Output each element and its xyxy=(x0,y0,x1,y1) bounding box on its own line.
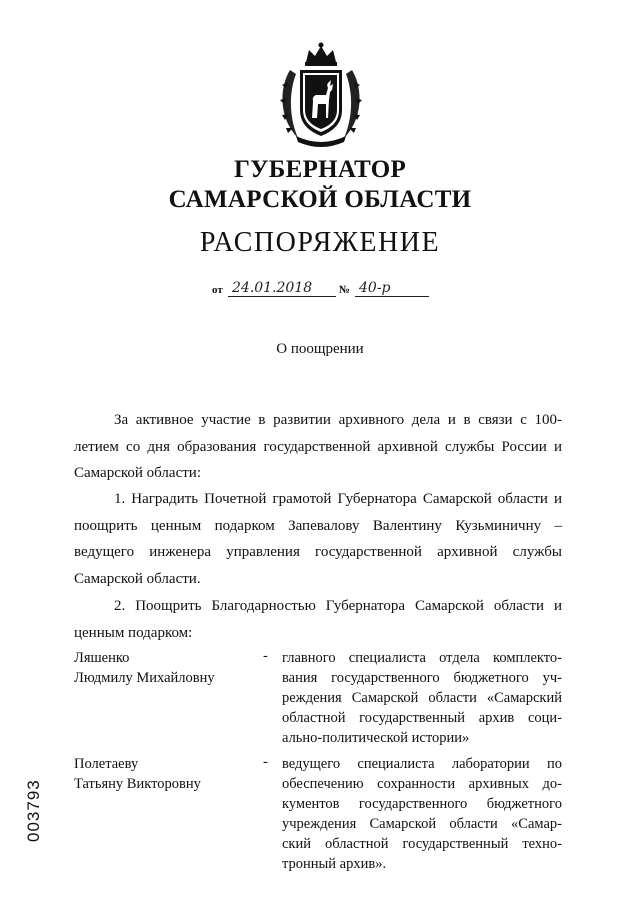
number-label: № xyxy=(339,284,351,296)
issuer-title-line1: ГУБЕРНАТОР xyxy=(233,156,407,183)
number-value: 40-р xyxy=(355,280,429,297)
person-2-surname: Полетаеву xyxy=(74,756,139,772)
person-2-name xyxy=(74,754,254,794)
date-value: 24.01.2018 xyxy=(228,280,336,297)
intro-paragraph: За активное участие в развитии архивного дела и в связи с 100-летием со дня образования государственной архивной службы России и Самарской области: xyxy=(74,412,562,481)
issuer-title-line2: САМАРСКОЙ ОБЛАСТИ xyxy=(168,186,472,213)
person-1-name xyxy=(74,648,254,688)
date-number-row xyxy=(212,276,432,300)
person-1-surname: Ляшенко xyxy=(74,650,130,666)
item-2-paragraph: 2. Поощрить Благодарностью Губернатора Самарской области и ценным подарком: xyxy=(74,598,562,641)
person-2-dash: - xyxy=(263,754,268,770)
person-1-dash: - xyxy=(263,648,268,664)
person-2-position: ведущего специалиста лаборатории по обеспечению сохранности архивных до-кументов государственного бюджетного учреждения Самарской области «Самар-ский областной государственный техно-тронный архив». xyxy=(282,756,562,872)
date-label: от xyxy=(212,284,223,296)
document-type-title: РАСПОРЯЖЕНИЕ xyxy=(199,227,441,258)
person-1-given-names: Людмилу Михайловну xyxy=(74,670,215,686)
person-2-given-names: Татьяну Викторовну xyxy=(74,776,201,792)
document-subject: О поощрении xyxy=(276,341,364,357)
item-1-paragraph: 1. Наградить Почетной грамотой Губернатора Самарской области и поощрить ценным подарком Запевалову Валентину Кузьминичну – ведущего инженера управления государственной архивной службы Самарской области. xyxy=(74,491,562,587)
coat-of-arms-icon xyxy=(268,40,374,150)
person-1-position: главного специалиста отдела комплекто-вания государственного бюджетного уч-реждения Самарской области «Самарский областной государственный архив соци-ально-политической истории» xyxy=(282,650,562,746)
form-serial-number: 003793 xyxy=(24,779,43,842)
